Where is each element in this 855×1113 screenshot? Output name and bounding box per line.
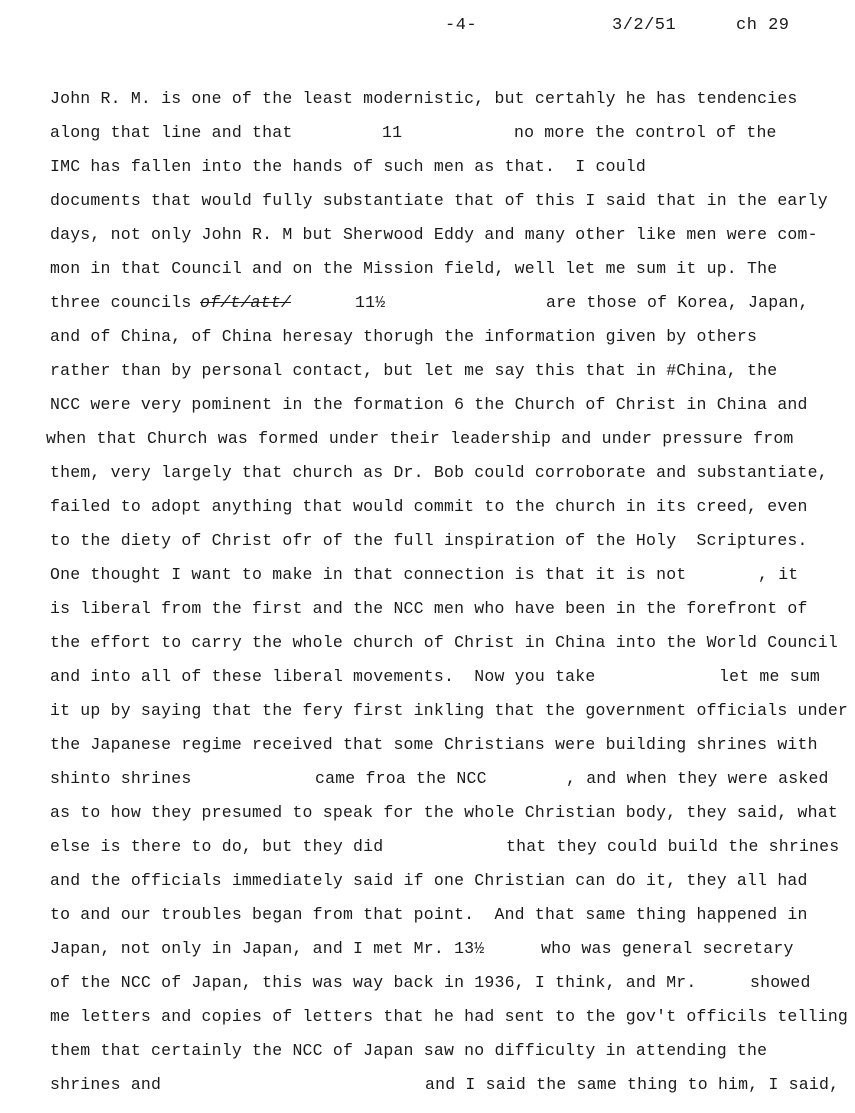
line-segment: , it bbox=[758, 565, 799, 584]
line-segment: that they could build the shrines bbox=[506, 837, 840, 856]
line-segment: came froa the NCC bbox=[315, 769, 487, 788]
line-segment: 11½ bbox=[355, 293, 386, 312]
line-segment: and into all of these liberal movements. Now you take bbox=[50, 667, 596, 686]
line-segment: the Japanese regime received that some Christians were building shrines with bbox=[50, 735, 818, 754]
line-segment: them that certainly the NCC of Japan saw no difficulty in attending the bbox=[50, 1041, 768, 1060]
line-segment: to the diety of Christ ofr of the full inspiration of the Holy Scriptures. bbox=[50, 531, 808, 550]
line-segment: and I said the same thing to him, I said, bbox=[425, 1075, 840, 1094]
struck-out-text: of/t/att/ bbox=[200, 293, 291, 312]
line-segment: shrines and bbox=[50, 1075, 162, 1094]
line-segment: John R. M. is one of the least modernistic, but certahly he has tendencies bbox=[50, 89, 798, 108]
chapter-label: ch 29 bbox=[736, 16, 790, 35]
line-segment: shinto shrines bbox=[50, 769, 192, 788]
line-segment: and of China, of China heresay thorugh the information given by others bbox=[50, 327, 758, 346]
line-segment: rather than by personal contact, but let me say this that in #China, the bbox=[50, 361, 778, 380]
line-segment: let me sum bbox=[719, 667, 821, 686]
line-segment: days, not only John R. M but Sherwood Eddy and many other like men were com- bbox=[50, 225, 818, 244]
line-segment: when that Church was formed under their leadership and under pressure from bbox=[46, 429, 794, 448]
line-segment: as to how they presumed to speak for the whole Christian body, they said, what bbox=[50, 803, 838, 822]
line-segment: along that line and that bbox=[50, 123, 293, 142]
line-segment: me letters and copies of letters that he had sent to the gov't officils telling bbox=[50, 1007, 849, 1026]
line-segment: NCC were very pominent in the formation 6 the Church of Christ in China and bbox=[50, 395, 808, 414]
line-segment: failed to adopt anything that would commit to the church in its creed, even bbox=[50, 497, 808, 516]
line-segment: the effort to carry the whole church of Christ in China into the World Council bbox=[50, 633, 838, 652]
line-segment: no more the control of the bbox=[514, 123, 777, 142]
line-segment: and the officials immediately said if one Christian can do it, they all had bbox=[50, 871, 808, 890]
line-segment: them, very largely that church as Dr. Bob could corroborate and substantiate, bbox=[50, 463, 828, 482]
line-segment: Japan, not only in Japan, and I met Mr. 13½ bbox=[50, 939, 485, 958]
line-segment: who was general secretary bbox=[541, 939, 794, 958]
line-segment: else is there to do, but they did bbox=[50, 837, 384, 856]
line-segment: to and our troubles began from that point. And that same thing happened in bbox=[50, 905, 808, 924]
line-segment: , and when they were asked bbox=[566, 769, 829, 788]
line-segment: One thought I want to make in that connection is that it is not bbox=[50, 565, 687, 584]
line-segment: of the NCC of Japan, this was way back in 1936, I think, and Mr. bbox=[50, 973, 697, 992]
line-segment: 11 bbox=[382, 123, 403, 142]
line-segment: three councils bbox=[50, 293, 192, 312]
date: 3/2/51 bbox=[612, 16, 677, 35]
line-segment: is liberal from the first and the NCC men who have been in the forefront of bbox=[50, 599, 808, 618]
line-segment: mon in that Council and on the Mission field, well let me sum it up. The bbox=[50, 259, 778, 278]
line-segment: IMC has fallen into the hands of such men as that. I could bbox=[50, 157, 646, 176]
line-segment: are those of Korea, Japan, bbox=[546, 293, 809, 312]
line-segment: it up by saying that the fery first inkling that the government officials under bbox=[50, 701, 849, 720]
line-segment: documents that would fully substantiate that of this I said that in the early bbox=[50, 191, 828, 210]
line-segment: showed bbox=[750, 973, 811, 992]
page-number: -4- bbox=[445, 16, 478, 35]
